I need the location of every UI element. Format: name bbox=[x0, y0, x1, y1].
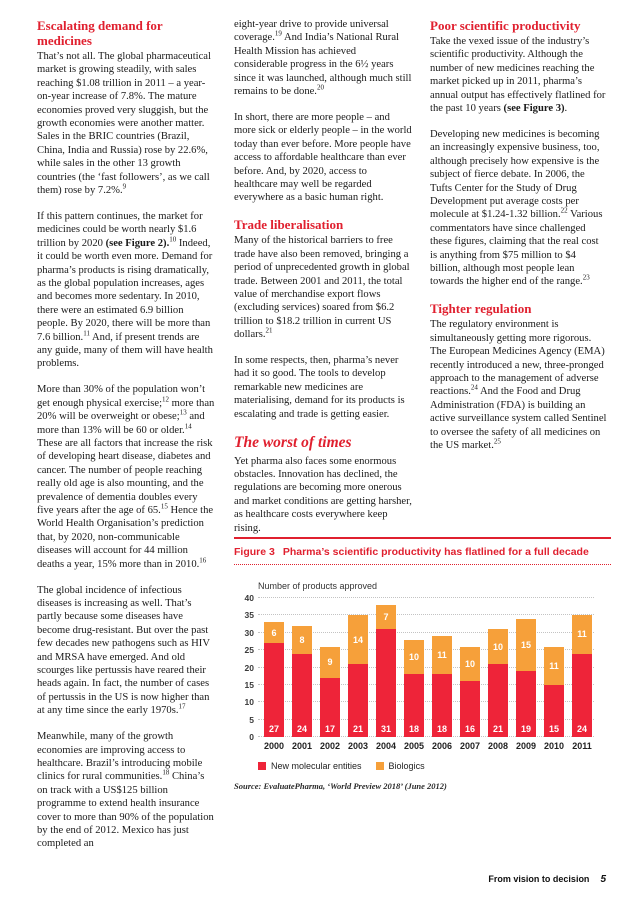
section-heading: The worst of times bbox=[234, 433, 352, 451]
nme-segment bbox=[376, 629, 396, 737]
bar-2007 bbox=[456, 647, 484, 751]
nme-segment bbox=[572, 654, 592, 737]
bar-value-label: 15 bbox=[548, 724, 559, 734]
paragraph: eight-year drive to provide universal coverage.$^{19}$ And India’s National Rural Health Mission has achieved considerable progress in the 6½ years since it was launched, although much still remains to be done.$^{20}$ bbox=[234, 19, 412, 98]
bar-2001 bbox=[288, 626, 316, 751]
paragraph: The global incidence of infectious diseases is increasing as well. That’s partly because some diseases have become drug-resistant. But over the past few decades new pathogens such as HIV and MRSA have emerged. And old scourges like pertussis have reared their heads again. In fact, the number of cases of pertussis in the US is now higher than at any time since the early 1970s.$^{17}$ bbox=[37, 584, 210, 717]
paragraph: Yet pharma also faces some enormous obstacles. Innovation has declined, the regulations are becoming more onerous and market conditions are getting harsher, as healthcare costs everywhere keep rising. bbox=[234, 455, 412, 534]
legend-item bbox=[258, 761, 362, 771]
paragraph: That’s not all. The global pharmaceutical market is growing steadily, with sales reaching $1.08 trillion in 2011 – a year-on-year increase of 7.8%. The mature economies proved very sluggish, but the growth economies were another matter. Sales in the BRIC countries (Brazil, China, India and Russia) rose by 22.6%, while sales in the other 13 growth countries (the ‘fast followers’, as we call them) rose by 7.2%.$^9$ bbox=[37, 51, 211, 197]
stacked-bar bbox=[516, 619, 536, 737]
nme-segment bbox=[320, 678, 340, 737]
figure-title: Pharma’s scientific productivity has flatlined for a full decade bbox=[282, 546, 589, 558]
section-heading: Escalating demand for medicines bbox=[37, 18, 163, 48]
x-tick-label: 2010 bbox=[543, 741, 565, 751]
bar-value-label: 31 bbox=[380, 723, 391, 734]
stacked-bar bbox=[320, 647, 340, 737]
y-tick-label: 5 bbox=[249, 714, 254, 725]
bar-2010 bbox=[540, 647, 568, 751]
x-tick-label: 2006 bbox=[431, 741, 453, 751]
biologics-segment: 11 bbox=[572, 615, 592, 653]
biologics-segment: 7 bbox=[376, 605, 396, 629]
x-tick-label: 2005 bbox=[403, 741, 425, 751]
nme-segment bbox=[516, 671, 536, 737]
paragraph: Meanwhile, many of the growth economies are improving access to healthcare. Brazil’s introducing mobile clinics for rural communities.$^{18}$ China’s on track with a US$125 billion programme to extend health insurance cover to more than 90% of the population by the end of 2012. Mexico has just completed an bbox=[37, 731, 214, 850]
stacked-bar bbox=[544, 647, 564, 737]
x-tick-label: 2001 bbox=[291, 741, 313, 751]
footnote-ref: 25 bbox=[493, 437, 501, 446]
stacked-bar bbox=[376, 605, 396, 737]
bar-value-label: 17 bbox=[324, 723, 335, 734]
paragraph: If this pattern continues, the market for medicines could be worth nearly $1.6 trillion by 2020 (see Figure 2).$^{10}$ Indeed, it could be worth even more. Demand for pharma’s products is rising dramatically, as the global population increases, ages and becomes more sedentary. In 2010, there were an estimated 6.9 billion people. By 2020, there will be more than 7.6 billion.$^{11}$ And, if present trends are any guide, many of them will have health problems. bbox=[37, 210, 213, 370]
footnote-ref: 21 bbox=[265, 326, 273, 335]
y-tick-label: 35 bbox=[244, 610, 254, 621]
gridline bbox=[258, 614, 594, 615]
bar-value-label: 16 bbox=[464, 724, 475, 734]
stacked-bar bbox=[572, 615, 592, 737]
x-tick-label: 2004 bbox=[375, 741, 397, 751]
bar-2009 bbox=[512, 619, 540, 751]
footnote-ref: 15 bbox=[160, 502, 168, 511]
y-tick-label: 25 bbox=[244, 645, 254, 656]
stacked-bar bbox=[488, 629, 508, 737]
paragraph: More than 30% of the population won’t get enough physical exercise;$^{12}$ more than 20% will be overweight or obese;$^{13}$ and more than 13% will be 60 or older.$^{14}$ These are all factors that increase the risk of developing heart disease, diabetes and cancer. The number of people reaching really old age is also mounting, and the prevalence of dementia doubles every five years after the age of 65.15 Hence the World Health Organisation’s prediction that, by 2020, non-communicable diseases will account for 44 million deaths a year, 15% more than in 2010.16 bbox=[37, 384, 215, 570]
nme-segment bbox=[292, 654, 312, 737]
y-tick-label: 15 bbox=[244, 679, 254, 690]
paragraph: In short, there are more people – and more sick or elderly people – in the world today than ever before. More people have access to affordable healthcare than ever before. And, by 2020, access to healthcare may well be regarded everywhere as a basic human right. bbox=[234, 111, 412, 204]
column-left bbox=[37, 18, 215, 863]
paragraph: The regulatory environment is simultaneously getting more rigorous. The European Medicines Agency (EMA) recently introduced a new, three-pronged approach to the management of adverse reactions.$^{24}$ And the Food and Drug Administration (FDA) is building an active surveillance system called Sentinel to oversee the safety of all medicines on the US market.$^{25}$ bbox=[430, 319, 607, 451]
section-heading: Tighter regulation bbox=[430, 301, 532, 317]
x-tick-label: 2003 bbox=[347, 741, 369, 751]
bar-2003 bbox=[344, 615, 372, 751]
legend-color-swatch bbox=[376, 762, 384, 770]
bar-value-label: 18 bbox=[408, 724, 419, 734]
biologics-segment: 6 bbox=[264, 622, 284, 643]
nme-segment bbox=[460, 681, 480, 737]
x-tick-label: 2008 bbox=[487, 741, 509, 751]
figure-label: Figure 3 bbox=[234, 546, 275, 558]
nme-segment bbox=[264, 643, 284, 737]
legend-label: Biologics bbox=[388, 761, 425, 771]
biologics-segment: 9 bbox=[320, 647, 340, 678]
footnote-ref: 13 bbox=[179, 408, 187, 417]
column-right bbox=[430, 18, 608, 465]
biologics-segment: 10 bbox=[488, 629, 508, 664]
figure-source: Source: EvaluatePharma, ‘World Preview 2018’ (June 2012) bbox=[234, 781, 447, 791]
bar-value-label: 27 bbox=[268, 723, 279, 734]
stacked-bar bbox=[292, 626, 312, 737]
biologics-segment: 14 bbox=[348, 615, 368, 664]
footnote-ref: 10 bbox=[169, 235, 177, 244]
paragraph: In some respects, then, pharma’s never had it so good. The tools to develop remarkable new medicines are materialising, demand for its products is escalating and trade is getting easier. bbox=[234, 355, 405, 420]
biologics-segment: 10 bbox=[460, 647, 480, 682]
y-tick-label: 20 bbox=[244, 662, 254, 673]
nme-segment bbox=[404, 674, 424, 737]
y-tick-label: 30 bbox=[244, 627, 254, 638]
stacked-bar bbox=[460, 647, 480, 737]
footnote-ref: 16 bbox=[199, 556, 207, 565]
y-tick-label: 10 bbox=[244, 697, 254, 708]
figure-caption bbox=[234, 537, 611, 565]
chart-y-axis-title: Number of products approved bbox=[258, 581, 378, 591]
bar-value-label: 21 bbox=[352, 723, 363, 734]
stacked-bar bbox=[348, 615, 368, 737]
bar-value-label: 24 bbox=[576, 723, 587, 734]
stacked-bar-chart bbox=[244, 593, 594, 751]
x-tick-label: 2009 bbox=[515, 741, 537, 751]
nme-segment bbox=[348, 664, 368, 737]
footnote-ref: 17 bbox=[178, 702, 186, 711]
footnote-ref: 14 bbox=[184, 422, 192, 431]
footer-title: From vision to decision bbox=[488, 874, 590, 884]
paragraph: Take the vexed issue of the industry’s scientific productivity. Although the number of new medicines reaching the market picked up in 2011, pharma’s annual output has effectively flatlined for the past 10 years (see Figure 3). bbox=[430, 36, 606, 115]
biologics-segment: 10 bbox=[404, 640, 424, 675]
bar-value-label: 21 bbox=[492, 724, 503, 734]
footnote-ref: 23 bbox=[582, 273, 590, 282]
footnote-ref: 19 bbox=[274, 29, 282, 38]
gridline bbox=[258, 597, 594, 598]
nme-segment bbox=[488, 664, 508, 737]
footnote-ref: 11 bbox=[83, 329, 90, 338]
legend-item bbox=[376, 761, 425, 771]
page-number: 5 bbox=[600, 874, 606, 885]
bar-2004 bbox=[372, 605, 400, 751]
footnote-ref: 18 bbox=[162, 768, 170, 777]
biologics-segment: 11 bbox=[544, 647, 564, 685]
legend-color-swatch bbox=[258, 762, 266, 770]
bar-2011 bbox=[568, 615, 596, 751]
biologics-segment: 11 bbox=[432, 636, 452, 674]
x-tick-label: 2011 bbox=[572, 741, 592, 751]
legend-label: New molecular entities bbox=[271, 761, 362, 771]
column-middle bbox=[234, 18, 412, 548]
paragraph: Developing new medicines is becoming an increasingly expensive business, too, although precisely how expensive is the subject of fierce debate. In 2006, the Tufts Center for the Study of Drug Development put average costs per molecule at $1.24-1.32 billion.$^{22}$ Various commentators have since challenged these figures, claiming that the real cost is anything from $75 million to $4 billion, although most people lean towards the higher end of the range.$^{23}$ bbox=[430, 128, 603, 288]
footnote-ref: 24 bbox=[470, 383, 478, 392]
figure-3 bbox=[234, 537, 611, 791]
x-tick-label: 2007 bbox=[459, 741, 481, 751]
page-footer bbox=[0, 869, 606, 887]
paragraph: Many of the historical barriers to free trade have also been removed, bringing a period of unprecedented growth in global trade. Between 2001 and 2011, the total value of merchandise export flows (excluding services) soared from $6.2 trillion to $18.2 trillion in current US dollars.$^{21}$ bbox=[234, 235, 410, 341]
footnote-ref: 9 bbox=[122, 182, 127, 191]
footnote-ref: 20 bbox=[316, 83, 324, 92]
bar-value-label: 24 bbox=[296, 724, 307, 734]
y-tick-label: 40 bbox=[244, 593, 254, 603]
bar-2008 bbox=[484, 629, 512, 751]
biologics-segment: 15 bbox=[516, 619, 536, 671]
x-tick-label: 2000 bbox=[263, 741, 285, 751]
footnote-ref: 22 bbox=[560, 206, 568, 215]
stacked-bar bbox=[264, 622, 284, 737]
stacked-bar bbox=[432, 636, 452, 737]
footnote-ref: 12 bbox=[162, 395, 170, 404]
nme-segment bbox=[544, 685, 564, 737]
bar-value-label: 19 bbox=[520, 724, 531, 734]
biologics-segment: 8 bbox=[292, 626, 312, 654]
bar-2000 bbox=[260, 622, 288, 751]
section-heading: Poor scientific productivity bbox=[430, 18, 581, 33]
nme-segment bbox=[432, 674, 452, 737]
bar-value-label: 18 bbox=[436, 724, 447, 734]
section-heading: Trade liberalisation bbox=[234, 217, 344, 233]
x-tick-label: 2002 bbox=[319, 741, 341, 751]
y-tick-label: 0 bbox=[249, 732, 254, 742]
bar-2006 bbox=[428, 636, 456, 751]
bar-2002 bbox=[316, 647, 344, 751]
bar-2005 bbox=[400, 640, 428, 751]
chart-legend bbox=[258, 761, 611, 771]
stacked-bar bbox=[404, 640, 424, 737]
